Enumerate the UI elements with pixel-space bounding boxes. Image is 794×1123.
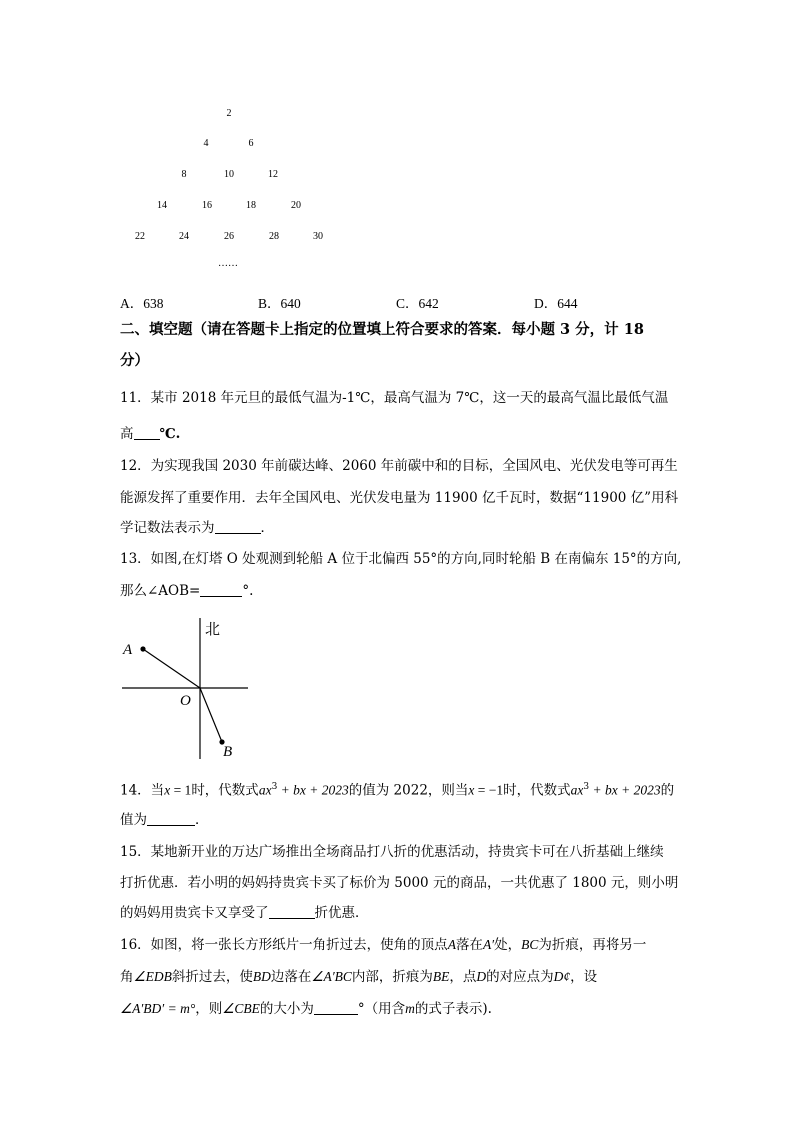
option-c: C．642 [396,296,439,311]
question-15-line3 [120,906,369,921]
answer-blank [147,813,195,826]
question-13-line2 [120,584,253,599]
triangle-number: 4 [203,138,209,149]
q16-text: 内部，折痕为 [351,969,433,985]
math-var: A [447,937,456,952]
triangle-number: 14 [157,200,167,211]
q16-text: 16．如图，将一张长方形纸片一角折过去，使角的顶点 [120,937,448,953]
math-var: m [405,1001,415,1016]
q16-text: ，则 [195,1001,223,1017]
math-expr: ∠A′BC [311,969,352,984]
triangle-number: 18 [246,200,256,211]
q16-text: 的对应点为 [486,969,554,985]
question-15-line2: 打折优惠．若小明的妈妈持贵宾卡买了标价为 5000 元的商品，一共优惠了 1800 元，则小明 [120,875,679,891]
ray-ob [200,688,222,742]
math-var: A′ [482,937,495,952]
q14-text: 时，代数式 [191,782,259,799]
q16-text: 角 [120,969,134,985]
question-15-line1: 15．某地新开业的万达广场推出全场商品打八折的优惠活动，持贵宾卡可在八折基础上继续 [120,844,664,860]
question-12-line1: 12．为实现我国 2030 年前碳达峰、2060 年前碳中和的目标，全国风电、光伏发电等可再生 [120,458,678,474]
q14-suffix: ． [195,812,209,828]
answer-blank [134,427,160,440]
question-11-line1: 11．某市 2018 年元旦的最低气温为-1℃，最高气温为 7℃，这一天的最高气温比最低气温 [120,390,669,406]
q14-prefix: 值为 [120,812,147,828]
math-var: BD [252,969,271,984]
q16-text: °（用含 [357,1001,406,1017]
math-var: D¢ [553,969,571,984]
question-16-line1 [120,938,646,953]
question-11-line2 [120,427,180,442]
q16-text: 边落在 [270,969,312,985]
triangle-number: 12 [268,169,278,180]
option-d: D．644 [534,296,578,311]
q16-text: 的式子表示). [414,1001,492,1017]
math-expr: ax [570,782,584,798]
q16-text: 为折痕，再将另一 [538,937,647,953]
question-13-line1: 13．如图,在灯塔 O 处观测到轮船 A 位于北偏西 55°的方向,同时轮船 B 在南偏东 15°的方向, [120,551,682,567]
math-expr: + bx + 2023 [589,782,661,798]
math-var: x [164,782,171,798]
ray-oa [143,649,200,688]
math-expr: ∠CBE [222,1001,260,1016]
q16-text: 的大小为 [259,1001,314,1017]
question-16-line3 [120,1002,492,1017]
q14-text: 14．当 [120,782,165,799]
math-text: = −1 [474,782,504,798]
q11-suffix: ℃. [159,426,181,442]
q16-text: 处， [494,937,522,953]
q13-prefix: 那么∠AOB= [120,583,201,599]
math-expr: ∠A′BD′ = m° [120,1001,196,1016]
q11-prefix: 高 [120,426,134,442]
section-title: 二、填空题（请在答题卡上指定的位置填上符合要求的答案．每小题 3 分，计 18 [120,321,644,338]
label-b: B [223,744,233,760]
q13-suffix: °. [242,583,254,599]
math-var: BC [521,937,539,952]
triangle-number: 16 [202,200,212,211]
question-12-line3 [120,521,274,536]
question-14-line2 [120,813,209,828]
north-label: 北 [205,620,221,638]
q16-text: ，点 [449,969,477,985]
math-var: D [476,969,487,984]
math-var: BE [432,969,450,984]
math-expr: ax [258,782,272,798]
q14-text: 的 [660,782,675,799]
triangle-number: 20 [291,200,301,211]
triangle-ellipsis: …… [218,258,238,269]
math-exponent: 3 [583,782,590,792]
triangle-number: 28 [269,231,279,242]
question-12-line2: 能源发挥了重要作用．去年全国风电、光伏发电量为 11900 亿千瓦时，数据“11900 亿”用科 [120,490,679,506]
q15-prefix: 的妈妈用贵宾卡又享受了 [120,905,269,921]
math-expr: + bx + 2023 [277,782,349,798]
section-title-cont: 分） [120,352,149,369]
triangle-number: 30 [313,231,323,242]
answer-blank [269,906,315,919]
q16-text: ，设 [570,969,598,985]
math-text: = 1 [170,782,192,798]
option-a: A．638 [120,296,164,311]
triangle-number: 8 [181,169,187,180]
q16-text: 斜折过去，使 [171,969,253,985]
question-14-line1 [120,783,674,798]
triangle-number: 24 [179,231,189,242]
q14-text: 的值为 2022，则当 [348,782,469,799]
compass-diagram [110,612,270,762]
triangle-number: 2 [226,108,232,119]
q12-prefix: 学记数法表示为 [120,520,215,536]
option-b: B．640 [258,296,301,311]
triangle-number: 26 [224,231,234,242]
math-exponent: 3 [271,782,278,792]
q15-suffix: 折优惠． [314,905,369,921]
label-a: A [123,642,133,658]
triangle-number: 22 [135,231,145,242]
point-a [140,646,145,651]
triangle-number: 6 [248,138,254,149]
q14-text: 时，代数式 [503,782,571,799]
q12-suffix: ． [260,520,274,536]
answer-blank [215,521,261,534]
q16-text: 落在 [455,937,483,953]
question-16-line2 [120,970,597,985]
triangle-number: 10 [224,169,234,180]
math-expr: ∠EDB [133,969,172,984]
answer-blank [200,584,242,597]
label-o: O [180,693,191,709]
math-var: x [468,782,475,798]
answer-blank [314,1002,358,1015]
